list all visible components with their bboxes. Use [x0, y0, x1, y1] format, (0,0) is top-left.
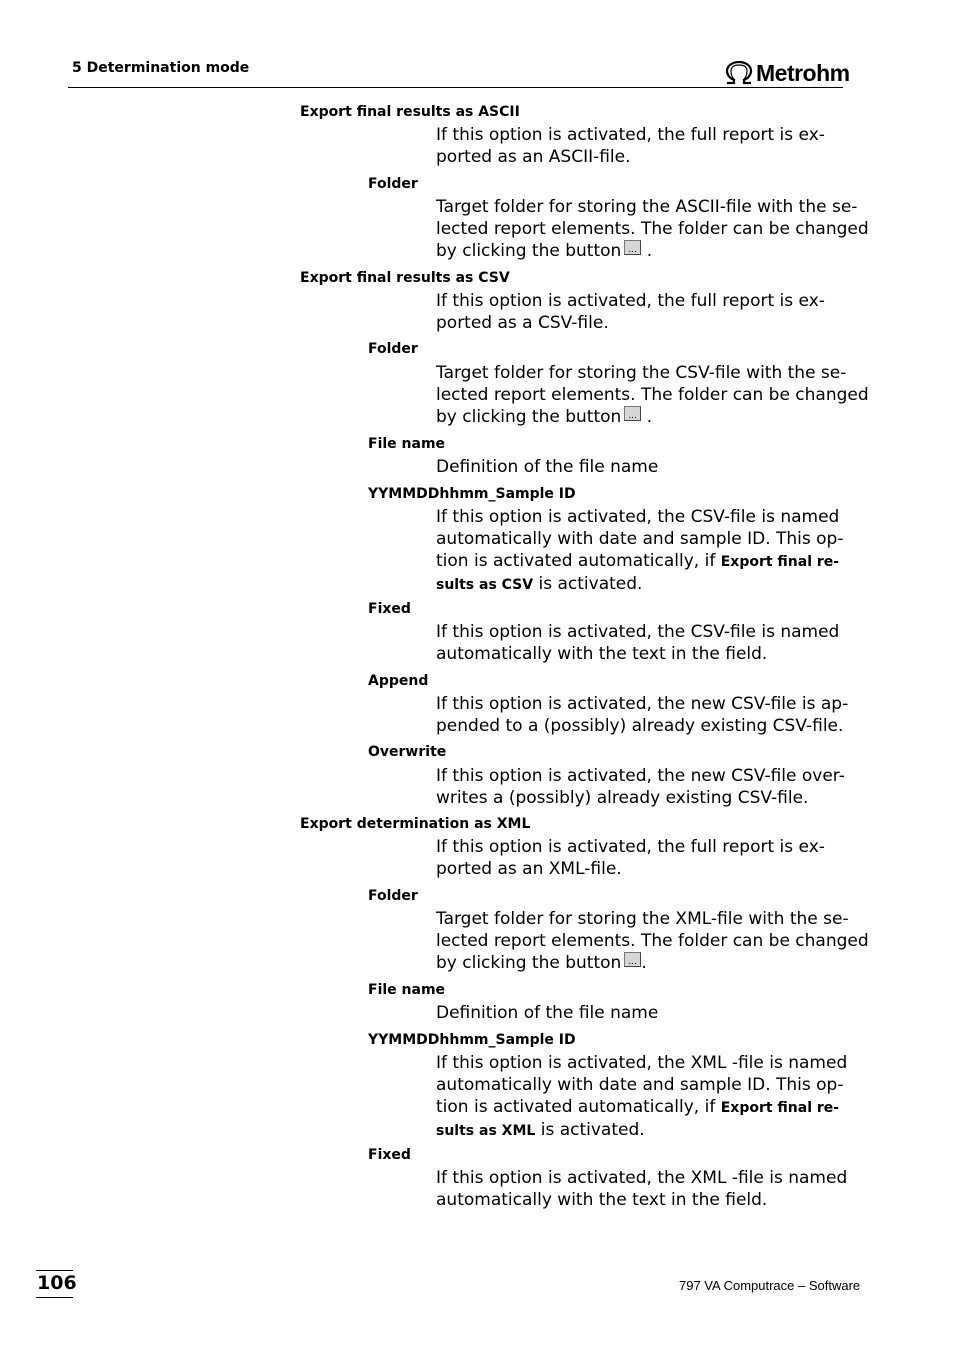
line-text: If this option is activated, the full report is ex-: [436, 837, 825, 857]
line-text: lected report elements. The folder can be changed: [436, 931, 869, 951]
header-divider: [68, 87, 843, 88]
sub-option-heading: Append: [368, 673, 429, 689]
description-line: [436, 1119, 856, 1142]
option-heading: Export final results as CSV: [300, 270, 510, 286]
description-line: [436, 124, 856, 146]
sub-option-heading: Folder: [368, 176, 418, 192]
line-text: by clicking the button: [436, 241, 622, 261]
description-line: [436, 196, 856, 218]
line-text: automatically with the text in the field.: [436, 644, 768, 664]
option-description: [436, 124, 856, 168]
option-description: [436, 1052, 856, 1142]
description-line: [436, 528, 856, 550]
description-line: [436, 1096, 856, 1119]
browse-button-icon: [624, 240, 641, 255]
line-text: lected report elements. The folder can be changed: [436, 385, 869, 405]
line-suffix: .: [641, 241, 653, 261]
line-text: ported as an ASCII-file.: [436, 147, 631, 167]
description-line: [436, 643, 856, 665]
line-text: ported as a CSV-file.: [436, 313, 609, 333]
line-text: If this option is activated, the XML -file is named: [436, 1053, 848, 1073]
description-line: [436, 858, 856, 880]
line-text: ported as an XML-file.: [436, 859, 622, 879]
line-text: If this option is activated, the full report is ex-: [436, 291, 825, 311]
description-line: [436, 621, 856, 643]
sub-option-heading: Overwrite: [368, 744, 447, 760]
brand-name: Metrohm: [756, 59, 850, 86]
description-line: [436, 1189, 856, 1211]
description-line: [436, 362, 856, 384]
line-text: by clicking the button: [436, 407, 622, 427]
description-line: [436, 384, 869, 406]
option-reference: sults as CSV: [436, 577, 534, 593]
description-line: [436, 715, 856, 737]
line-text: by clicking the button: [436, 953, 622, 973]
option-description: [436, 196, 869, 262]
option-description: [436, 506, 856, 596]
description-line: [436, 952, 856, 974]
description-line: [436, 1052, 856, 1074]
line-text: Target folder for storing the CSV-file with the se-: [436, 363, 847, 383]
description-line: [436, 406, 856, 428]
brand-logo: [724, 58, 850, 88]
line-text: If this option is activated, the CSV-file is named: [436, 622, 840, 642]
description-line: [436, 573, 856, 596]
line-text: tion is activated automatically, if: [436, 551, 721, 571]
line-text: Target folder for storing the ASCII-file with the se-: [436, 197, 858, 217]
page-number-top-rule: [36, 1270, 73, 1271]
description-line: [436, 908, 856, 930]
section-title: 5 Determination mode: [72, 60, 250, 76]
line-text: Definition of the file name: [436, 457, 659, 477]
description-line: [436, 1002, 856, 1024]
option-description: [436, 836, 856, 880]
line-text: pended to a (possibly) already existing CSV-file.: [436, 716, 844, 736]
line-text: lected report elements. The folder can be changed: [436, 219, 869, 239]
sub-option-heading: YYMMDDhhmm_Sample ID: [368, 1032, 576, 1048]
description-line: [436, 693, 856, 715]
sub-option-heading: Fixed: [368, 1147, 411, 1163]
option-reference: Export final re-: [720, 1100, 840, 1116]
line-text: If this option is activated, the new CSV-file over-: [436, 766, 845, 786]
line-text: automatically with the text in the field.: [436, 1190, 768, 1210]
line-suffix: .: [641, 953, 647, 973]
description-line: [436, 765, 856, 787]
option-heading: Export final results as ASCII: [300, 104, 520, 120]
line-text: is activated.: [535, 1120, 645, 1140]
line-text: writes a (possibly) already existing CSV-file.: [436, 788, 809, 808]
line-text: is activated.: [533, 574, 643, 594]
description-line: [436, 506, 856, 528]
option-description: [436, 1002, 856, 1024]
line-text: tion is activated automatically, if: [436, 1097, 721, 1117]
option-reference: sults as XML: [436, 1123, 536, 1139]
sub-option-heading: File name: [368, 982, 446, 998]
line-text: Target folder for storing the XML-file with the se-: [436, 909, 849, 929]
line-text: automatically with date and sample ID. This op-: [436, 529, 844, 549]
line-text: Definition of the file name: [436, 1003, 659, 1023]
description-line: [436, 787, 856, 809]
option-description: [436, 1167, 856, 1211]
option-description: [436, 290, 856, 334]
sub-option-heading: File name: [368, 436, 446, 452]
option-description: [436, 621, 856, 665]
description-line: [436, 312, 856, 334]
description-line: [436, 930, 869, 952]
description-line: [436, 1074, 856, 1096]
description-line: [436, 550, 856, 573]
option-description: [436, 908, 869, 974]
line-text: automatically with date and sample ID. This op-: [436, 1075, 844, 1095]
option-description: [436, 456, 856, 478]
sub-option-heading: YYMMDDhhmm_Sample ID: [368, 486, 576, 502]
option-description: [436, 765, 856, 809]
description-line: [436, 218, 869, 240]
option-description: [436, 693, 856, 737]
description-line: [436, 290, 856, 312]
product-name: 797 VA Computrace – Software: [679, 1278, 861, 1293]
line-text: If this option is activated, the XML -file is named: [436, 1168, 848, 1188]
description-line: [436, 456, 856, 478]
option-description: [436, 362, 869, 428]
sub-option-heading: Fixed: [368, 601, 411, 617]
browse-button-icon: [624, 952, 641, 967]
sub-option-heading: Folder: [368, 341, 418, 357]
sub-option-heading: Folder: [368, 888, 418, 904]
line-text: If this option is activated, the full report is ex-: [436, 125, 825, 145]
omega-icon: [724, 61, 754, 85]
browse-button-icon: [624, 406, 641, 421]
description-line: [436, 1167, 856, 1189]
description-line: [436, 836, 856, 858]
line-text: If this option is activated, the CSV-file is named: [436, 507, 840, 527]
option-heading: Export determination as XML: [300, 816, 531, 832]
line-text: If this option is activated, the new CSV-file is ap-: [436, 694, 849, 714]
description-line: [436, 240, 856, 262]
option-reference: Export final re-: [720, 554, 840, 570]
page-number-rule: [36, 1297, 73, 1298]
description-line: [436, 146, 856, 168]
page-number: 106: [37, 1272, 77, 1294]
line-suffix: .: [641, 407, 653, 427]
